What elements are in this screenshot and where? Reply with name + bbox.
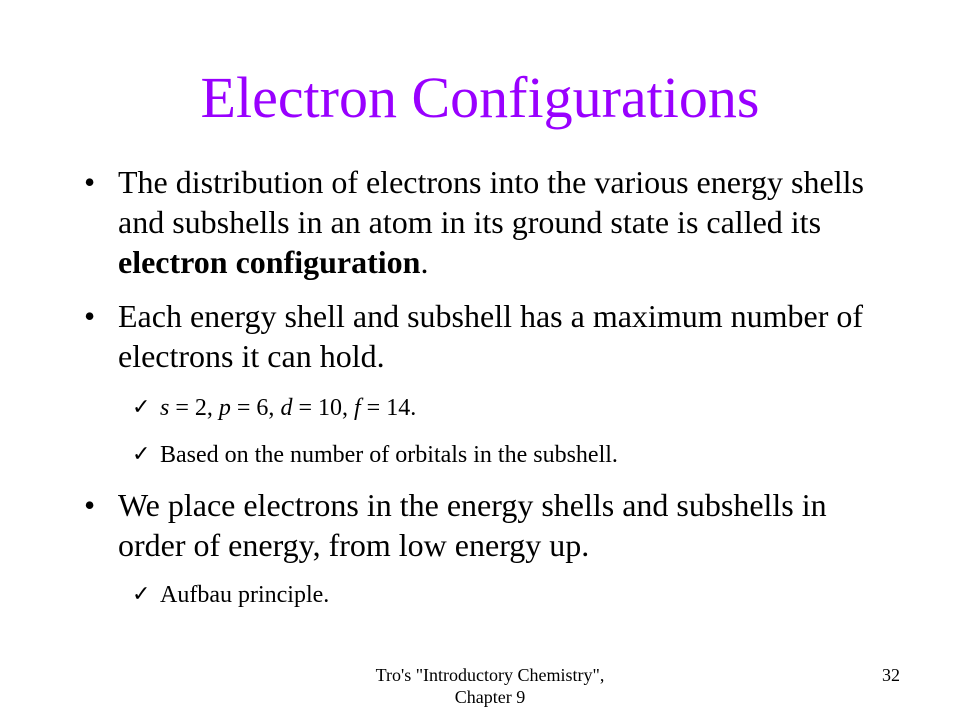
bold-term: electron configuration — [118, 244, 421, 280]
subshell-value-f: = 14. — [360, 395, 417, 421]
page-number: 32 — [882, 665, 900, 685]
checkmark-icon: ✓ — [132, 582, 151, 607]
checkmark-icon: ✓ — [132, 442, 151, 467]
bullet-item-order — [80, 485, 900, 565]
sub-item-orbitals — [80, 441, 900, 469]
sub-text: Based on the number of orbitals in the subshell. — [160, 442, 618, 468]
bullet-icon: • — [84, 164, 96, 200]
subshell-label-f: f — [353, 395, 361, 421]
bullet-icon: • — [84, 298, 96, 334]
slide-title: Electron Configurations — [200, 65, 760, 130]
footer-line-2: Chapter 9 — [454, 687, 526, 707]
bullet-list — [80, 162, 900, 609]
subshell-value-p: = 6, — [230, 395, 281, 421]
bullet-item-distribution — [80, 162, 900, 282]
footer-source — [340, 664, 640, 708]
sub-item-capacities — [80, 394, 900, 422]
bullet-text: We place electrons in the energy shells and subshells in order of energy, from low energy up. — [118, 487, 827, 563]
subshell-label-s: s — [160, 395, 170, 421]
bullet-text: The distribution of electrons into the various energy shells and subshells in an atom in its ground state is called its — [118, 164, 864, 240]
bullet-text-end: . — [420, 244, 429, 280]
bullet-item-maximum — [80, 296, 900, 376]
subshell-value-d: = 10, — [292, 395, 354, 421]
bullet-icon: • — [84, 487, 96, 523]
subshell-label-p: p — [218, 395, 231, 421]
subshell-label-d: d — [280, 395, 293, 421]
subshell-value-s: = 2, — [169, 395, 219, 421]
sub-item-aufbau — [80, 581, 900, 609]
footer-line-1: Tro's "Introductory Chemistry", — [375, 665, 605, 685]
checkmark-icon: ✓ — [132, 395, 151, 420]
bullet-text: Each energy shell and subshell has a maximum number of electrons it can hold. — [118, 298, 863, 374]
sub-text: Aufbau principle. — [160, 582, 330, 608]
